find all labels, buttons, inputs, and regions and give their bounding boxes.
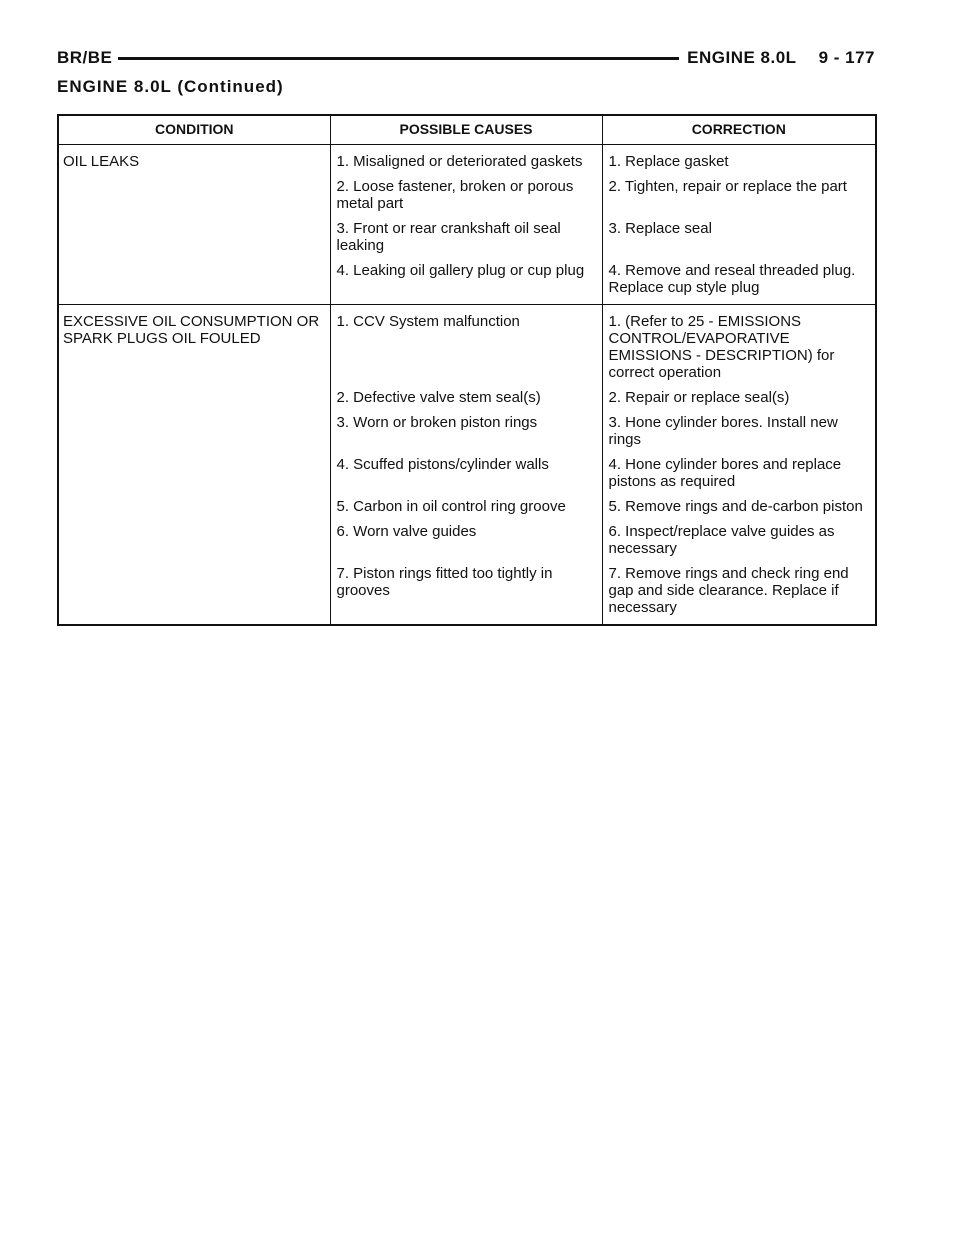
diagnosis-table	[57, 114, 877, 626]
header-right	[687, 48, 875, 68]
cause-cell: 2. Defective valve stem seal(s)	[330, 383, 602, 408]
correction-cell: 7. Remove rings and check ring end gap and side clearance. Replace if necessary	[602, 559, 876, 625]
correction-cell: 2. Tighten, repair or replace the part	[602, 172, 876, 214]
section-title: ENGINE 8.0L	[687, 48, 797, 67]
header-possible-causes: POSSIBLE CAUSES	[330, 115, 602, 145]
correction-cell: 3. Replace seal	[602, 214, 876, 256]
correction-cell: 1. (Refer to 25 - EMISSIONS CONTROL/EVAPORATIVE EMISSIONS - DESCRIPTION) for correct operation	[602, 305, 876, 384]
header-rule	[118, 57, 679, 60]
correction-cell: 5. Remove rings and de-carbon piston	[602, 492, 876, 517]
cause-cell: 2. Loose fastener, broken or porous metal part	[330, 172, 602, 214]
continued-title: ENGINE 8.0L (Continued)	[57, 77, 284, 96]
cause-cell: 6. Worn valve guides	[330, 517, 602, 559]
table-row	[58, 145, 876, 173]
cause-cell: 4. Scuffed pistons/cylinder walls	[330, 450, 602, 492]
cause-cell: 5. Carbon in oil control ring groove	[330, 492, 602, 517]
correction-cell: 1. Replace gasket	[602, 145, 876, 173]
correction-cell: 4. Hone cylinder bores and replace pistons as required	[602, 450, 876, 492]
correction-cell: 4. Remove and reseal threaded plug. Replace cup style plug	[602, 256, 876, 305]
cause-cell: 1. CCV System malfunction	[330, 305, 602, 384]
table-row	[58, 305, 876, 384]
header-condition: CONDITION	[58, 115, 330, 145]
correction-cell: 6. Inspect/replace valve guides as necessary	[602, 517, 876, 559]
page-header	[57, 46, 875, 70]
condition-cell: EXCESSIVE OIL CONSUMPTION OR SPARK PLUGS OIL FOULED	[63, 313, 320, 347]
table-header-row	[58, 115, 876, 145]
condition-cell: OIL LEAKS	[58, 145, 330, 305]
correction-cell: 3. Hone cylinder bores. Install new rings	[602, 408, 876, 450]
cause-cell: 7. Piston rings fitted too tightly in grooves	[330, 559, 602, 625]
correction-cell: 2. Repair or replace seal(s)	[602, 383, 876, 408]
page-number: 9 - 177	[818, 48, 875, 67]
model-code: BR/BE	[57, 48, 113, 67]
header-correction: CORRECTION	[602, 115, 876, 145]
cause-cell: 3. Front or rear crankshaft oil seal leaking	[330, 214, 602, 256]
cause-cell: 4. Leaking oil gallery plug or cup plug	[330, 256, 602, 305]
cause-cell: 3. Worn or broken piston rings	[330, 408, 602, 450]
cause-cell: 1. Misaligned or deteriorated gaskets	[330, 145, 602, 173]
